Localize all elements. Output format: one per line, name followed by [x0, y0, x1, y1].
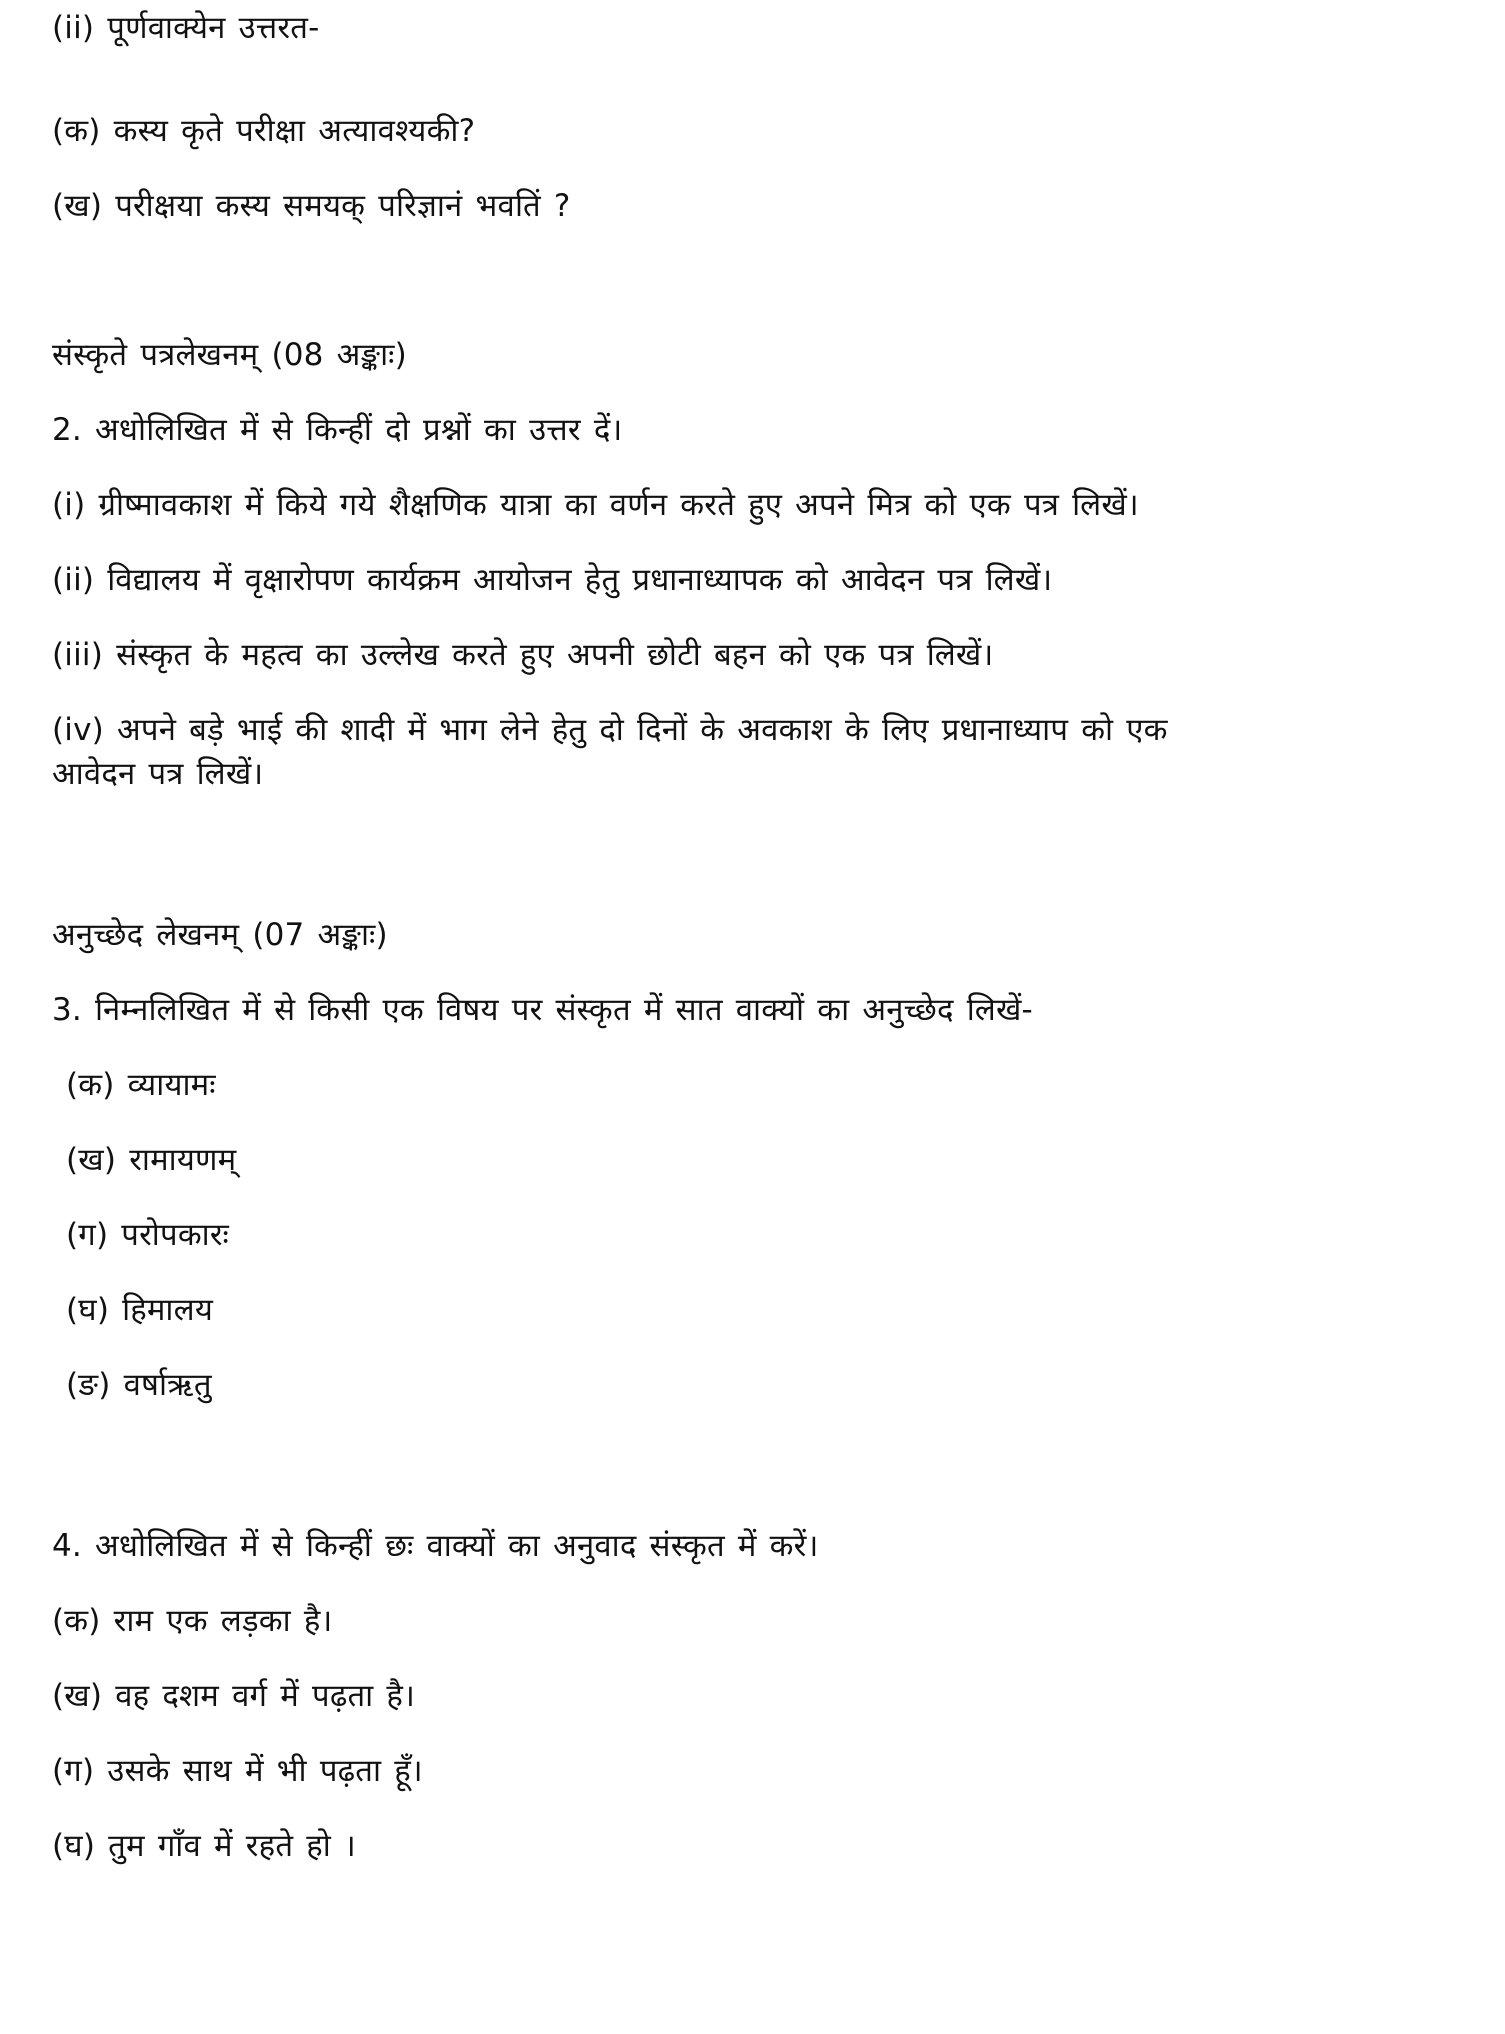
section-heading-letter-writing: संस्कृते पत्रलेखनम् (08 अङ्काः) — [52, 337, 407, 374]
top-item-ka: (क) कस्य कृते परीक्षा अत्यावश्यकी? — [52, 113, 476, 150]
question-2-item-i: (i) ग्रीष्मावकाश में किये गये शैक्षणिक यात्रा का वर्णन करते हुए अपने मित्र को एक पत्र लिखें। — [52, 487, 1139, 524]
top-instruction: (ii) पूर्णवाक्येन उत्तरत- — [52, 10, 320, 46]
document-body — [52, 6, 1452, 1868]
section-heading-paragraph-writing: अनुच्छेद लेखनम् (07 अङ्काः) — [52, 917, 388, 954]
question-4-item-gha: (घ) तुम गाँव में रहते हो । — [52, 1828, 356, 1865]
question-3-option-ka: (क) व्यायामः — [66, 1067, 216, 1104]
question-3-stem: 3. निम्नलिखित में से किसी एक विषय पर संस्कृत में सात वाक्यों का अनुच्छेद लिखें- — [52, 992, 1033, 1029]
question-4-item-ka: (क) राम एक लड़का है। — [52, 1603, 333, 1640]
spacer — [52, 81, 1452, 109]
question-4-stem: 4. अधोलिखित में से किन्हीं छः वाक्यों का अनुवाद संस्कृत में करें। — [52, 1528, 819, 1565]
question-3-option-nga: (ङ) वर्षाऋतु — [66, 1367, 212, 1404]
question-4-item-kha: (ख) वह दशम वर्ग में पढ़ता है। — [52, 1678, 416, 1715]
top-item-kha: (ख) परीक्षया कस्य समयक् परिज्ञानं भवतिं ? — [52, 188, 571, 225]
spacer — [52, 1438, 1452, 1524]
question-2-item-iv: (iv) अपने बड़े भाई की शादी में भाग लेने हेतु दो दिनों के अवकाश के लिए प्रधानाध्याप को एक आवेदन पत्र लिखें। — [52, 712, 1181, 793]
question-2-item-iii: (iii) संस्कृत के महत्व का उल्लेख करते हुए अपनी छोटी बहन को एक पत्र लिखें। — [52, 637, 994, 674]
question-3-option-gha: (घ) हिमालय — [66, 1292, 214, 1329]
question-3-option-kha: (ख) रामायणम् — [66, 1142, 237, 1179]
question-2-item-ii: (ii) विद्यालय में वृक्षारोपण कार्यक्रम आयोजन हेतु प्रधानाध्यापक को आवेदन पत्र लिखें। — [52, 562, 1053, 599]
spacer — [52, 827, 1452, 913]
spacer — [52, 259, 1452, 333]
question-3-option-ga: (ग) परोपकारः — [66, 1217, 229, 1254]
question-4-item-ga: (ग) उसके साथ में भी पढ़ता हूँ। — [52, 1753, 423, 1790]
question-2-stem: 2. अधोलिखित में से किन्हीं दो प्रश्नों का उत्तर दें। — [52, 412, 623, 449]
